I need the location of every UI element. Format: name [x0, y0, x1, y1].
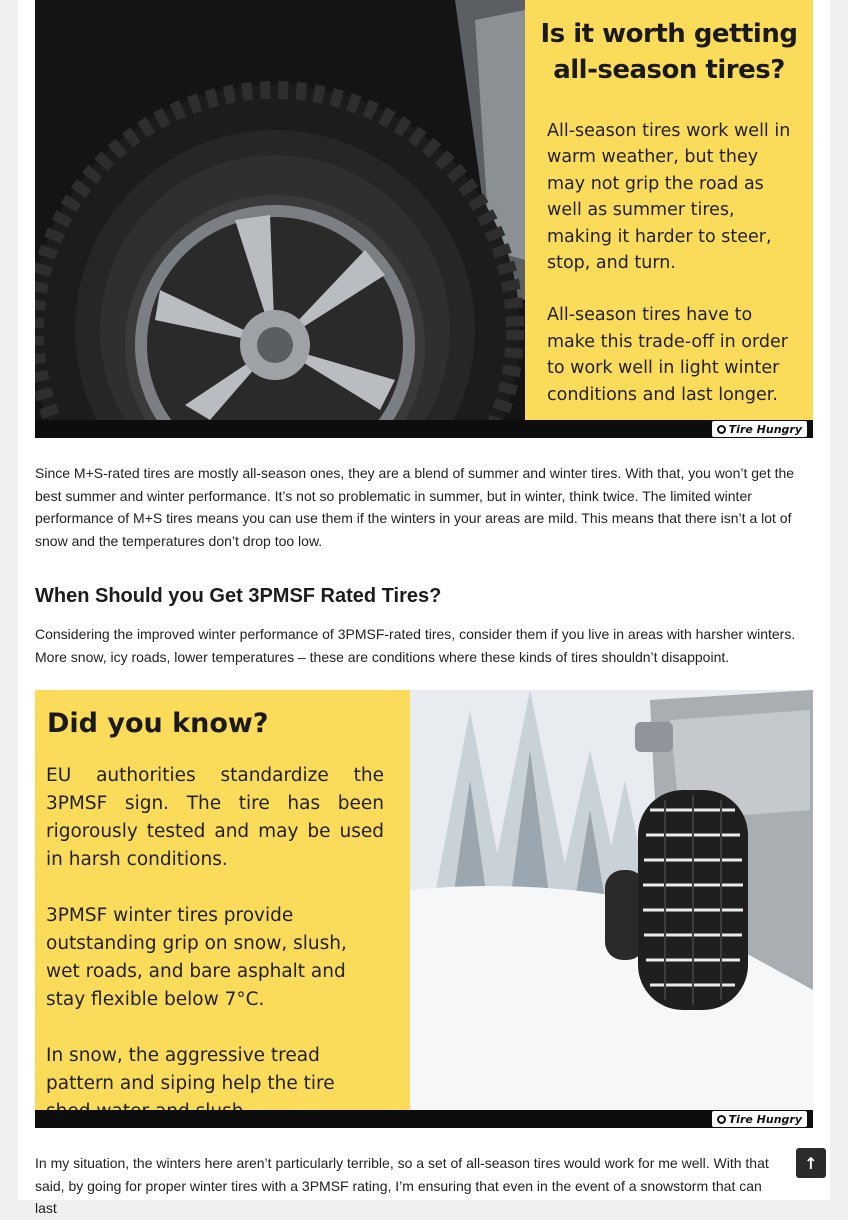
tire-photo — [35, 0, 525, 420]
snow-tire-illustration — [410, 690, 813, 1110]
logo-text: Tire Hungry — [728, 422, 802, 436]
logo-text: Tire Hungry — [728, 1112, 802, 1126]
infographic-all-season — [35, 0, 813, 438]
infographic-did-you-know — [35, 690, 813, 1128]
article-paragraph: Considering the improved winter performance of 3PMSF-rated tires, consider them if you live in areas with harsher winters. More snow, icy roads, lower temperatures – these are conditions where these kinds of tires shouldn’t disappoint. — [35, 626, 796, 665]
tire-icon — [717, 1115, 726, 1124]
tire-hungry-logo — [712, 1111, 807, 1127]
infographic-paragraph: All-season tires have to make this trade-off in order to work well in light winter conditions and last longer. — [547, 305, 788, 405]
infographic-banner — [35, 420, 813, 438]
back-to-top-button[interactable] — [796, 1148, 826, 1178]
infographic-paragraph: 3PMSF winter tires provide outstanding grip on snow, slush, wet roads, and bare asphalt and stay flexible below 7°C. — [46, 905, 347, 1010]
section-heading: When Should you Get 3PMSF Rated Tires? — [35, 585, 442, 607]
info-panel — [35, 690, 410, 1110]
snow-tire-photo — [410, 690, 813, 1110]
infographic-paragraph: In snow, the aggressive tread pattern and siping help the tire — [46, 1045, 335, 1094]
info-panel — [525, 0, 813, 420]
infographic-banner — [35, 1110, 813, 1128]
tire-illustration — [35, 0, 525, 420]
infographic-paragraph: EU authorities standardize the 3PMSF sign. The tire has been rigorously tested and may be used in harsh conditions. — [46, 765, 384, 870]
tire-icon — [717, 425, 726, 434]
infographic-heading: Is it worth getting all-season tires? — [540, 19, 798, 85]
tire-hungry-logo — [712, 421, 807, 437]
arrow-up-icon: ↑ — [804, 1153, 818, 1173]
article-paragraph: In my situation, the winters here aren’t particularly terrible, so a set of all-season tires would work for me well. With that said, by going for proper winter tires with a 3PMSF rating, I’m ensuring that even in the event of a snowstorm that can last — [35, 1155, 769, 1217]
infographic-heading: Did you know? — [47, 708, 269, 739]
infographic-paragraph: All-season tires work well in warm weather, but they may not grip the road as well as summer tires, making it harder to steer, stop, and turn. — [547, 121, 791, 274]
article-paragraph: Since M+S-rated tires are mostly all-season ones, they are a blend of summer and winter tires. With that, you won’t get the best summer and winter performance. It’s not so problematic in summer, but in winter, think twice. The limited winter performance of M+S tires means you can use them if the winters in your areas are mild. This means that there isn’t a lot of snow and the temperatures don’t drop too low. — [35, 465, 795, 550]
